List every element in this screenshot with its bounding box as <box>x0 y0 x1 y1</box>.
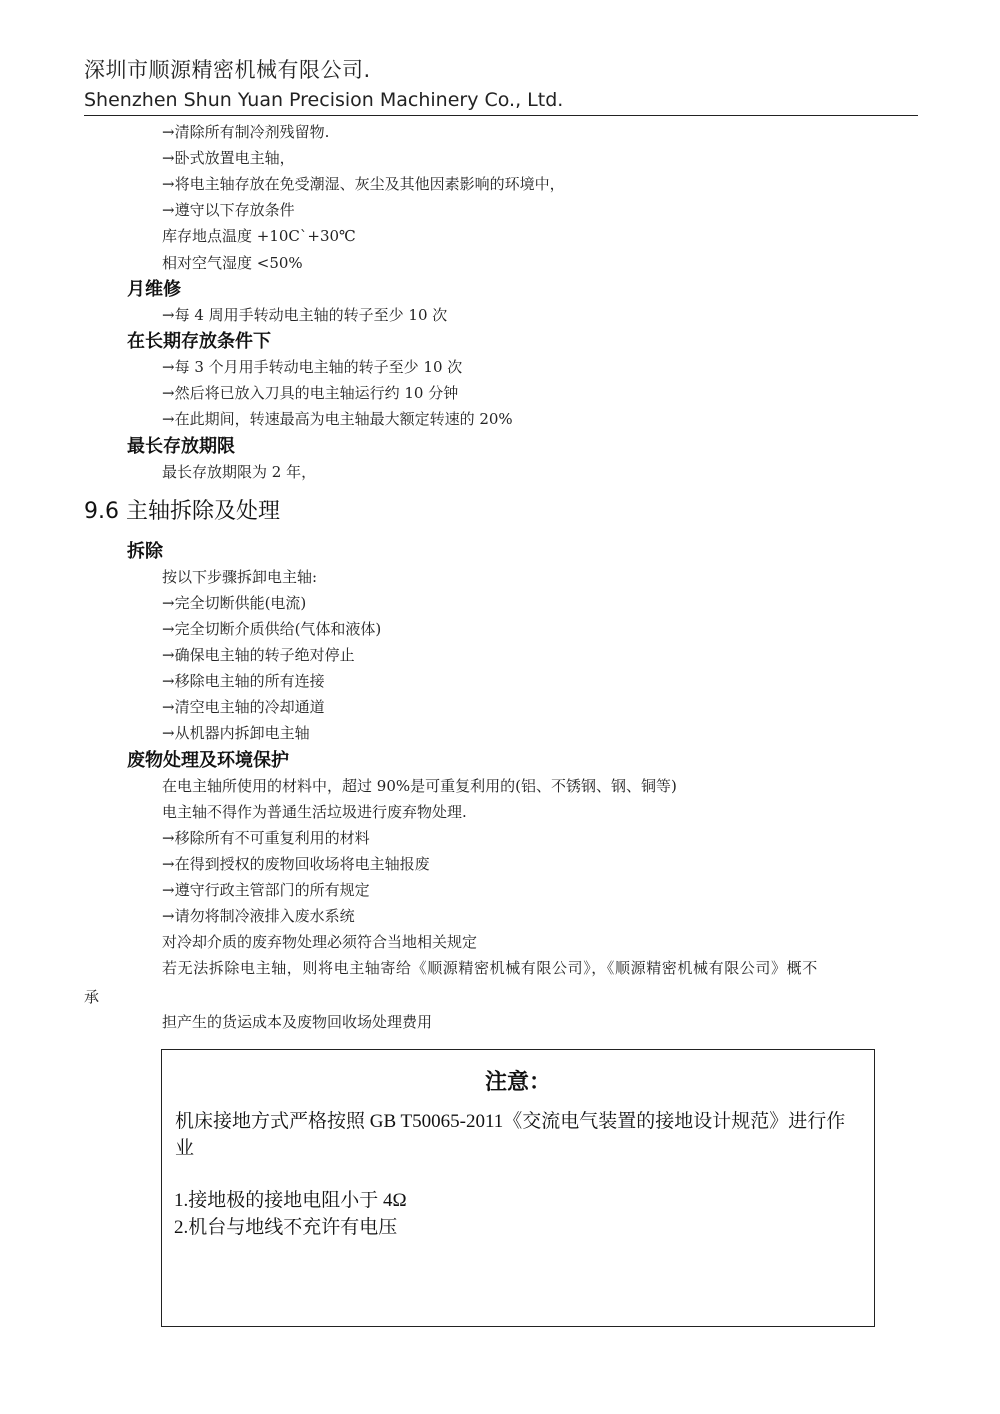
header-divider <box>84 115 918 116</box>
waste-line: 担产生的货运成本及废物回收场处理费用 <box>162 1013 433 1031</box>
removal-heading: 拆除 <box>127 541 163 562</box>
storage-line: →卧式放置电主轴， <box>162 149 295 167</box>
removal-line: →清空电主轴的冷却通道 <box>162 698 325 716</box>
waste-line: 若无法拆除电主轴，则将电主轴寄给《顺源精密机械有限公司》，《顺源精密机械有限公司》概不 <box>162 959 818 977</box>
storage-line: →将电主轴存放在免受潮湿、灰尘及其他因素影响的环境中， <box>162 175 565 193</box>
waste-line: 电主轴不得作为普通生活垃圾进行废弃物处理. <box>162 803 467 821</box>
removal-line: →完全切断介质供给(气体和液体) <box>162 620 382 638</box>
notice-item: 2.机台与地线不充许有电压 <box>174 1217 398 1238</box>
removal-line: →移除电主轴的所有连接 <box>162 672 325 690</box>
waste-line: →移除所有不可重复利用的材料 <box>162 829 370 847</box>
removal-line: 按以下步骤拆卸电主轴: <box>162 568 318 586</box>
company-name-cn: 深圳市顺源精密机械有限公司. <box>84 58 371 82</box>
monthly-line: →每 4 周用手转动电主轴的转子至少 10 次 <box>162 306 448 324</box>
max-storage-line: 最长存放期限为 2 年， <box>162 463 317 481</box>
storage-line: →清除所有制冷剂残留物. <box>162 123 330 141</box>
removal-line: →确保电主轴的转子绝对停止 <box>162 646 355 664</box>
waste-line: →遵守行政主管部门的所有规定 <box>162 881 370 899</box>
long-term-line: →每 3 个月用手转动电主轴的转子至少 10 次 <box>162 358 463 376</box>
removal-line: →从机器内拆卸电主轴 <box>162 724 310 742</box>
monthly-maintenance-heading: 月维修 <box>127 279 181 300</box>
notice-title: 注意： <box>484 1070 551 1095</box>
company-name-en: Shenzhen Shun Yuan Precision Machinery Co., Ltd. <box>84 89 564 111</box>
waste-line: →在得到授权的废物回收场将电主轴报废 <box>162 855 430 873</box>
section-title: 9.6 主轴拆除及处理 <box>84 499 280 524</box>
long-term-line: →然后将已放入刀具的电主轴运行约 10 分钟 <box>162 384 459 402</box>
waste-line-wrap: 承 <box>84 988 100 1006</box>
max-storage-heading: 最长存放期限 <box>127 436 235 457</box>
waste-line: 在电主轴所使用的材料中，超过 90%是可重复利用的(铝、不锈钢、钢、铜等) <box>162 777 677 795</box>
notice-item: 1.接地极的接地电阻小于 4Ω <box>174 1190 407 1211</box>
storage-temperature: 库存地点温度 +10C`+30℃ <box>162 227 356 245</box>
long-term-storage-heading: 在长期存放条件下 <box>127 331 271 352</box>
waste-disposal-heading: 废物处理及环境保护 <box>127 750 289 771</box>
removal-line: →完全切断供能(电流) <box>162 594 307 612</box>
storage-line: →遵守以下存放条件 <box>162 201 295 219</box>
long-term-line: →在此期间，转速最高为电主轴最大额定转速的 20% <box>162 410 513 428</box>
page-header <box>84 56 918 113</box>
storage-humidity: 相对空气湿度 <50% <box>162 254 303 272</box>
waste-line: 对冷却介质的废弃物处理必须符合当地相关规定 <box>162 933 478 951</box>
notice-body: 机床接地方式严格按照 GB T50065-2011《交流电气装置的接地设计规范》进行作业 <box>175 1111 846 1159</box>
waste-line: →请勿将制冷液排入废水系统 <box>162 907 355 925</box>
